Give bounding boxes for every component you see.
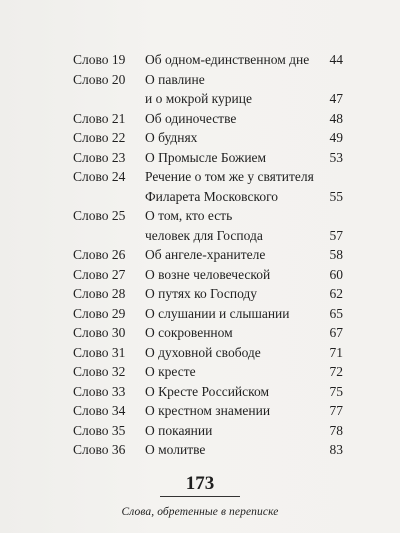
toc-entry [73,245,343,265]
toc-entry-title: О возне человеческой [145,266,271,282]
toc-entry-page: 53 [329,149,343,165]
toc-entry-page: 60 [329,266,343,282]
toc-entry-page: 44 [329,52,343,67]
toc-entry [73,109,343,129]
toc-entry [73,187,343,207]
toc-entry-label: Слово 23 [73,149,126,165]
toc-entry-title: О том, кто есть [145,208,233,223]
toc-entry-title: О павлине [145,71,205,87]
toc-entry-title: О буднях [145,130,198,145]
toc-entry-title: и о мокрой курице [145,91,252,106]
toc-entry [73,148,343,168]
toc-entry [73,440,343,460]
toc-entry-title: О молитве [145,442,206,457]
toc-entry-page: 55 [329,188,343,204]
toc-entry-page: 83 [329,442,343,457]
footer-divider [160,496,240,497]
toc-entry [73,265,343,285]
toc-entry-label: Слово 28 [73,286,126,301]
toc-entry [73,89,343,109]
toc-entry-title: О Кресте Российском [145,383,270,399]
toc-entry-page: 75 [329,383,343,399]
toc-entry-page: 49 [329,130,343,145]
toc-entry [73,50,343,70]
toc-entry-page: 77 [329,403,343,418]
toc-entry [73,284,343,304]
toc-entry [73,206,343,226]
toc-entry-title: Об одиночестве [145,110,237,126]
toc-entry-label: Слово 19 [73,52,126,67]
toc-entry [73,343,343,363]
toc-entry-title: Филарета Московского [145,188,279,204]
section-page-number: 173 [185,473,215,494]
toc-entry-label: Слово 31 [73,344,126,360]
toc-entry [73,382,343,402]
toc-entry-title: Об ангеле-хранителе [145,247,266,262]
toc-entry [73,323,343,343]
toc-entry-page: 72 [329,364,343,379]
toc-entry-page: 48 [329,110,343,126]
toc-entry-label: Слово 34 [73,403,126,418]
toc-entry-label: Слово 21 [73,110,126,126]
toc-entry-title: О кресте [145,364,196,379]
toc-entry-page: 67 [329,325,343,340]
toc-entry-title: О покаянии [145,422,213,438]
toc-entry-title: Об одном-единственном дне [145,52,310,67]
toc-entry-page: 71 [329,344,343,360]
toc-entry-label: Слово 25 [73,208,126,223]
toc-entry-title: человек для Господа [145,227,263,243]
toc-entry-label: Слово 29 [73,305,126,321]
section-caption: Слова, обретенные в переписке [121,506,279,518]
table-of-contents [73,50,343,460]
toc-entry-label: Слово 22 [73,130,126,145]
toc-entry-page: 58 [329,247,343,262]
toc-entry-title: О слушании и слышании [145,305,290,321]
toc-entry-page: 62 [329,286,343,301]
toc-entry-label: Слово 33 [73,383,126,399]
toc-entry-label: Слово 32 [73,364,126,379]
toc-entry-title: О путях ко Господу [145,286,258,301]
toc-entry [73,70,343,90]
toc-entry [73,167,343,187]
toc-entry-title: О сокровенном [145,325,233,340]
toc-entry-label: Слово 35 [73,422,126,438]
toc-entry-label: Слово 24 [73,169,126,184]
toc-entry-title: О Промысле Божием [145,149,267,165]
toc-entry-page: 65 [329,305,343,321]
toc-entry-page: 47 [329,91,343,106]
toc-entry-label: Слово 36 [73,442,126,457]
toc-entry-page: 57 [329,227,343,243]
toc-entry [73,128,343,148]
toc-entry-label: Слово 30 [73,325,126,340]
toc-entry-label: Слово 26 [73,247,126,262]
toc-entry-page: 78 [329,422,343,438]
toc-entry [73,401,343,421]
toc-entry-label: Слово 27 [73,266,126,282]
toc-entry [73,304,343,324]
toc-entry-label: Слово 20 [73,71,126,87]
toc-entry-title: О духовной свободе [145,344,261,360]
toc-entry [73,421,343,441]
toc-entry [73,362,343,382]
toc-entry-title: Речение о том же у святителя [145,169,314,184]
toc-entry [73,226,343,246]
toc-entry-title: О крестном знамении [145,403,271,418]
